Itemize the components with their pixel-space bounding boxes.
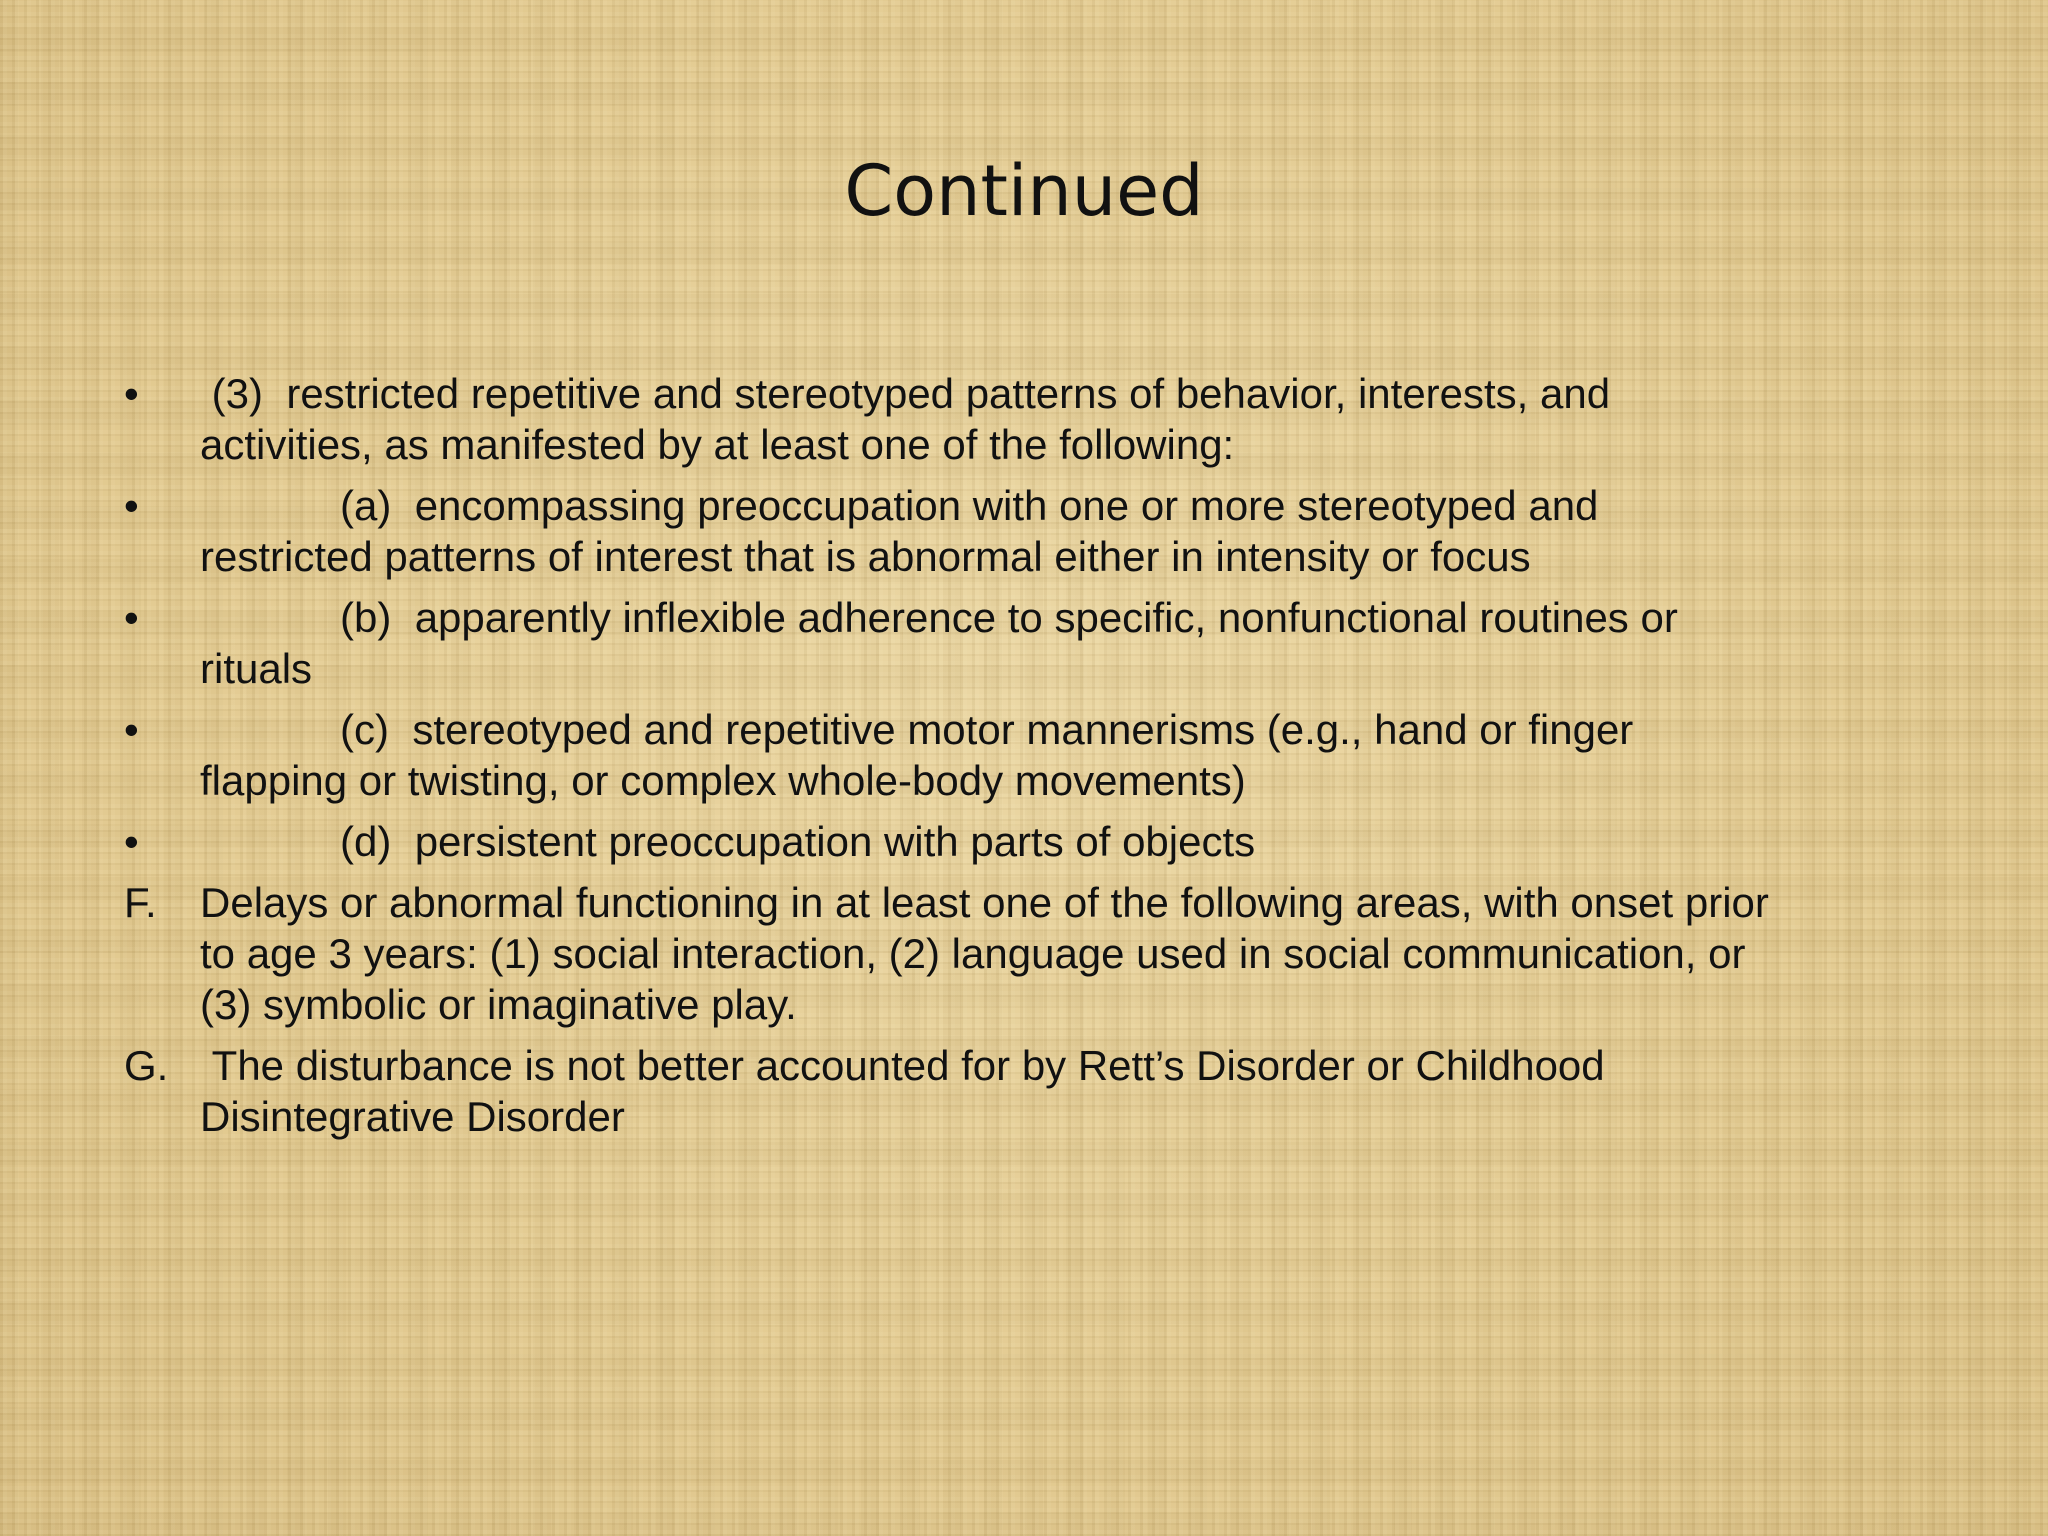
criterion-3b-item [124, 592, 1924, 694]
criterion-3c-item [124, 704, 1924, 806]
letter-marker-f: F. [124, 879, 157, 926]
criterion-3d-line-1: (d) persistent preoccupation with parts of objects [200, 818, 1256, 865]
criterion-3c-line-2: flapping or twisting, or complex whole-body movements) [200, 757, 1246, 804]
bullet-marker: • [124, 370, 139, 417]
letter-marker-g: G. [124, 1042, 169, 1089]
criterion-3-line-2: activities, as manifested by at least one of the following: [200, 421, 1235, 468]
criterion-g-line-1: The disturbance is not better accounted for by Rett’s Disorder or Childhood [200, 1042, 1605, 1089]
criteria-list [124, 368, 1924, 1152]
criterion-f-line-1: Delays or abnormal functioning in at least one of the following areas, with onset prior [200, 879, 1769, 926]
bullet-marker: • [124, 482, 139, 529]
criterion-3c-line-1: (c) stereotyped and repetitive motor mannerisms (e.g., hand or finger [200, 706, 1634, 753]
criterion-g-line-2: Disintegrative Disorder [200, 1093, 625, 1140]
bullet-marker: • [124, 706, 139, 753]
criterion-g-item [124, 1040, 1924, 1142]
criterion-3-line-1: (3) restricted repetitive and stereotyped patterns of behavior, interests, and [200, 370, 1611, 417]
criterion-3b-line-1: (b) apparently inflexible adherence to specific, nonfunctional routines or [200, 594, 1678, 641]
criterion-f-line-3: (3) symbolic or imaginative play. [200, 981, 797, 1028]
criterion-3b-line-2: rituals [200, 645, 313, 692]
criterion-3a-item [124, 480, 1924, 582]
criterion-f-line-2: to age 3 years: (1) social interaction, (2) language used in social communication, or [200, 930, 1746, 977]
criterion-3-item [124, 368, 1924, 470]
slide-title: Continued [844, 150, 1204, 232]
criterion-3d-item [124, 816, 1924, 867]
bullet-marker: • [124, 818, 139, 865]
bullet-marker: • [124, 594, 139, 641]
criterion-f-item [124, 877, 1924, 1030]
criterion-3a-line-1: (a) encompassing preoccupation with one or more stereotyped and [200, 482, 1599, 529]
criterion-3a-line-2: restricted patterns of interest that is abnormal either in intensity or focus [200, 533, 1531, 580]
